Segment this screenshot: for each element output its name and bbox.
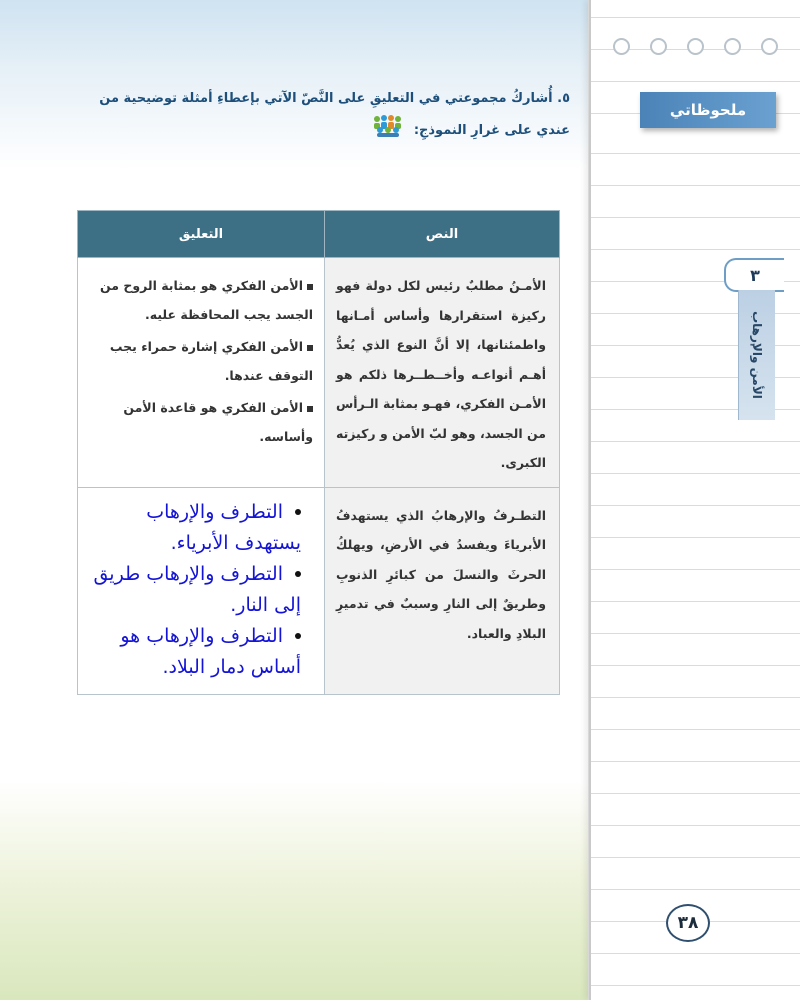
unit-title: الأمن والإرهاب (750, 311, 764, 399)
unit-ribbon (738, 290, 775, 420)
list-item (89, 497, 301, 559)
table-row (78, 487, 560, 694)
list-item (89, 271, 313, 329)
list-item (89, 393, 313, 451)
answer-cell (78, 487, 325, 694)
binder-ring-icon (650, 38, 667, 55)
answer-text: التطرف والإرهاب يستهدف الأبرياء. (146, 500, 301, 554)
notes-panel (588, 0, 800, 1000)
notes-tab: ملحوظاتي (640, 92, 776, 128)
passage-text: الأمـنُ مطلبٌ رئيس لكل دولة فهو ركيزة استقرارها وأساس أمـانها واطمئنانها، إلا أنَّ النوع الذي يُعدُّ أهـم أنواعـه وأخــطــرها ذلكم هو الأمـن الفكري، فهـو بمثابة الـرأس من الجسد، وهو لبّ الأمن و ركيزته الكبرى. (336, 278, 546, 470)
dot-bullet-icon (295, 509, 301, 515)
unit-number: ٣ (724, 258, 784, 292)
answer-text: التطرف والإرهاب طريق إلى النار. (93, 562, 301, 616)
dot-bullet-icon (295, 571, 301, 577)
binder-ring-icon (724, 38, 741, 55)
comment-text: الأمن الفكري هو بمثابة الروح من الجسد يجب المحافظة عليه. (100, 278, 313, 322)
binder-rings (613, 38, 778, 55)
header-comment: التعليق (78, 211, 325, 258)
header-text: النص (325, 211, 560, 258)
comment-list (79, 259, 323, 462)
instruction (70, 84, 570, 148)
binder-ring-icon (687, 38, 704, 55)
binder-ring-icon (761, 38, 778, 55)
dot-bullet-icon (295, 633, 301, 639)
answer-list (79, 489, 323, 693)
comment-text: الأمن الفكري هو قاعدة الأمن وأساسه. (123, 400, 313, 444)
list-item (89, 332, 313, 390)
text-cell (325, 487, 560, 694)
passage-text: التطـرفُ والإرهابُ الذي يستهدفُ الأبرياءَ ويفسدُ في الأرضِ، ويهلكُ الحرثَ والنسلَ من كبائرِ الذنوبِ وطريقٌ إلى النارِ وسببٌ في تدميرِ البلادِ والعباد. (336, 507, 546, 641)
page-number: ٣٨ (666, 904, 710, 942)
list-item (89, 621, 301, 683)
binder-ring-icon (613, 38, 630, 55)
instruction-text: ٥. أُشاركُ مجموعتي في التعليقِ على النَّصّ الآتي بإعطاءِ أمثلة توضيحية من عندي على غرارِ النموذجِ: (99, 91, 570, 138)
comment-cell (78, 258, 325, 488)
list-item (89, 559, 301, 621)
square-bullet-icon (307, 345, 313, 351)
group-people-icon (371, 113, 405, 148)
table-row (78, 258, 560, 488)
comment-table (77, 210, 560, 695)
answer-text: التطرف والإرهاب هو أساس دمار البلاد. (120, 624, 301, 678)
comment-text: الأمن الفكري إشارة حمراء يجب التوقف عندها. (109, 339, 313, 383)
square-bullet-icon (307, 406, 313, 412)
text-cell (325, 258, 560, 488)
square-bullet-icon (307, 284, 313, 290)
table-header-row (78, 211, 560, 258)
